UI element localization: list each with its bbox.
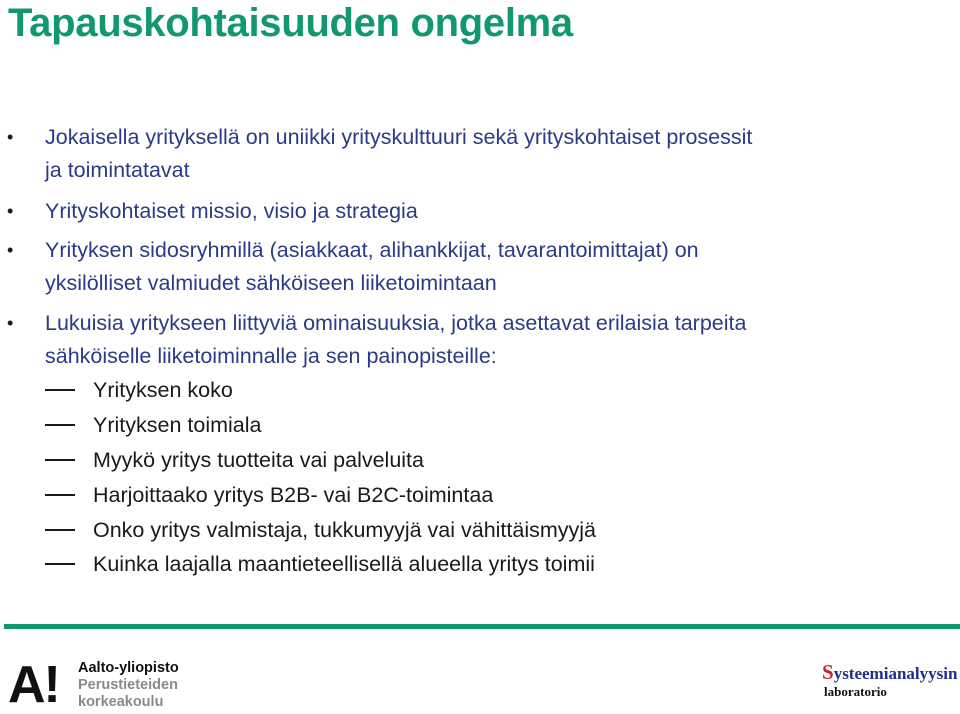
footer-divider xyxy=(4,624,960,629)
bullet-dot: • xyxy=(7,201,14,221)
dash-marker xyxy=(45,563,75,565)
sub-bullet-1 xyxy=(93,373,233,407)
dash-marker xyxy=(45,529,75,531)
bullet-dot: • xyxy=(7,313,14,333)
bullet-text: Jokaisella yrityksellä on uniikki yrityskulttuuri sekä yrityskohtaiset prosessit xyxy=(45,125,753,149)
aalto-wordmark xyxy=(78,660,179,711)
aalto-school-line-2: korkeakoulu xyxy=(78,694,164,710)
bullet-dot: • xyxy=(7,240,14,260)
sub-bullet-text: Yrityksen koko xyxy=(93,378,233,402)
dash-marker xyxy=(45,494,75,496)
bullet-text: ja toimintatavat xyxy=(45,158,190,182)
bullet-1-line-1 xyxy=(7,120,753,154)
bullet-text: Lukuisia yritykseen liittyviä ominaisuuksia, jotka asettavat erilaisia tarpeita xyxy=(45,311,747,335)
bullet-4-line-1 xyxy=(7,306,747,340)
aalto-mark-icon: A! xyxy=(8,656,59,714)
lab-subtitle: laboratorio xyxy=(824,684,887,699)
aalto-name: Aalto-yliopisto xyxy=(78,660,179,676)
dash-marker xyxy=(45,389,75,391)
bullet-2 xyxy=(7,194,418,228)
slide-title: Tapauskohtaisuuden ongelma xyxy=(8,1,573,45)
bullet-text: Yrityskohtaiset missio, visio ja strategia xyxy=(45,199,418,223)
bullet-3-line-1 xyxy=(7,233,699,267)
bullet-text: yksilölliset valmiudet sähköiseen liiketoimintaan xyxy=(45,271,497,295)
sub-bullet-text: Yrityksen toimiala xyxy=(93,413,262,437)
sub-bullet-5 xyxy=(93,513,596,547)
lab-name xyxy=(822,662,957,684)
aalto-school-line-1: Perustieteiden xyxy=(78,677,178,693)
bullet-4-line-2 xyxy=(45,339,497,373)
systems-analysis-lab-logo xyxy=(822,662,957,700)
lab-name-rest: ysteemianalyysin xyxy=(833,664,958,683)
sub-bullet-4 xyxy=(93,478,493,512)
dash-marker xyxy=(45,424,75,426)
sub-bullet-text: Kuinka laajalla maantieteellisellä alueella yritys toimii xyxy=(93,552,595,576)
sub-bullet-3 xyxy=(93,443,424,477)
sub-bullet-text: Onko yritys valmistaja, tukkumyyjä vai vähittäismyyjä xyxy=(93,518,597,542)
lab-name-initial: S xyxy=(822,660,834,684)
dash-marker xyxy=(45,459,75,461)
bullet-text: Yrityksen sidosryhmillä (asiakkaat, alihankkijat, tavarantoimittajat) on xyxy=(45,238,699,262)
sub-bullet-text: Harjoittaako yritys B2B- vai B2C-toimintaa xyxy=(93,483,494,507)
sub-bullet-2 xyxy=(93,408,261,442)
bullet-dot: • xyxy=(7,127,14,147)
sub-bullet-6 xyxy=(93,547,595,581)
sub-bullet-text: Myykö yritys tuotteita vai palveluita xyxy=(93,448,424,472)
bullet-text: sähköiselle liiketoiminnalle ja sen painopisteille: xyxy=(45,344,497,368)
bullet-3-line-2 xyxy=(45,266,497,300)
bullet-1-line-2 xyxy=(45,153,190,187)
